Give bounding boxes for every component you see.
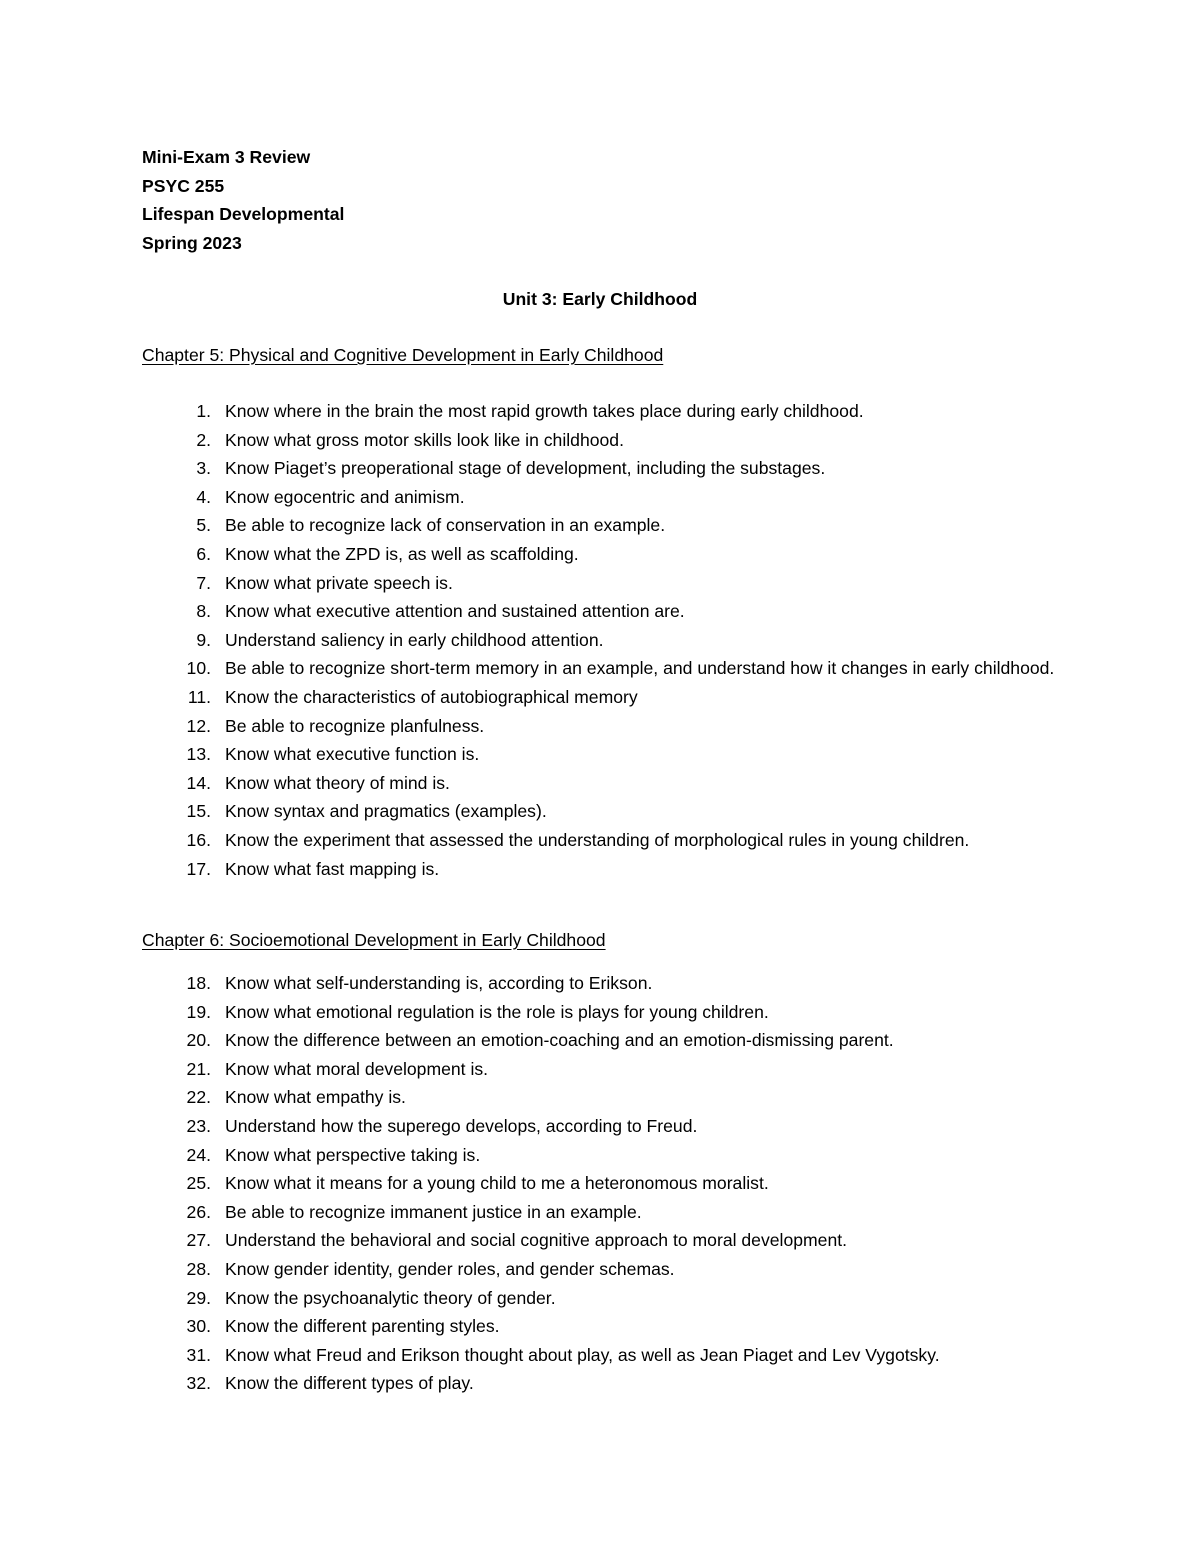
- review-item: [142, 1026, 1082, 1055]
- review-item-number: 13.: [186, 744, 211, 765]
- review-item-text: Know what executive function is.: [225, 744, 480, 765]
- review-item-number-cell: [142, 540, 211, 569]
- review-item-text: Understand the behavioral and social cognitive approach to moral development.: [225, 1230, 848, 1251]
- review-item-number-cell: [142, 483, 211, 512]
- review-item-number-cell: [142, 1312, 211, 1341]
- review-item-text: Know what the ZPD is, as well as scaffolding.: [225, 543, 579, 564]
- review-item-text: Be able to recognize immanent justice in an example.: [225, 1201, 642, 1222]
- review-item-number: 28.: [186, 1258, 211, 1279]
- review-item-text: Know the psychoanalytic theory of gender.: [225, 1287, 556, 1308]
- unit-title: Unit 3: Early Childhood: [502, 289, 698, 309]
- review-item-number: 12.: [186, 715, 211, 736]
- review-item-number-cell: [142, 797, 211, 826]
- review-item-number-cell: [142, 969, 211, 998]
- review-item-number: 11.: [187, 686, 211, 707]
- review-item-number: 27.: [186, 1230, 211, 1251]
- review-item: [142, 1055, 1082, 1084]
- review-item-number-cell: [142, 1141, 211, 1170]
- review-item-number-cell: [142, 626, 211, 655]
- review-item: [142, 797, 1082, 826]
- review-item-number: 1.: [196, 401, 211, 421]
- review-item-text: Be able to recognize planfulness.: [225, 715, 485, 736]
- review-item-number: 18.: [186, 973, 211, 993]
- chapter-5-title: Chapter 5: Physical and Cognitive Development in Early Childhood: [142, 345, 664, 365]
- chapter-6-review-list: [142, 969, 1082, 1398]
- review-item-number: 14.: [186, 772, 211, 793]
- review-item: [142, 654, 1082, 683]
- review-item-text: Know what emotional regulation is the role is plays for young children.: [225, 1001, 769, 1022]
- review-item-text: Know what private speech is.: [225, 572, 453, 593]
- review-item-number-cell: [142, 1169, 211, 1198]
- review-item-number: 24.: [186, 1144, 211, 1165]
- review-item-text: Know what executive attention and sustained attention are.: [225, 601, 685, 622]
- review-item: [142, 1255, 1082, 1284]
- review-item: [142, 1083, 1082, 1112]
- review-item: [142, 1198, 1082, 1227]
- review-item-text: Understand how the superego develops, according to Freud.: [225, 1115, 698, 1136]
- document-header: [142, 143, 344, 257]
- review-item-text: Know what fast mapping is.: [225, 858, 440, 879]
- review-item: [142, 597, 1082, 626]
- review-item-number-cell: [142, 712, 211, 741]
- review-item-text: Know where in the brain the most rapid growth takes place during early childhood.: [225, 401, 864, 421]
- review-item: [142, 1112, 1082, 1141]
- review-item-text: Know the difference between an emotion-coaching and an emotion-dismissing parent.: [225, 1030, 894, 1051]
- review-item-number-cell: [142, 569, 211, 598]
- review-item-text: Know what gross motor skills look like in childhood.: [225, 429, 624, 450]
- review-item-text: Know gender identity, gender roles, and gender schemas.: [225, 1258, 675, 1279]
- review-item-number-cell: [142, 1255, 211, 1284]
- review-item-number: 3.: [196, 458, 211, 479]
- review-item-number: 8.: [196, 601, 211, 622]
- review-item-text: Know what perspective taking is.: [225, 1144, 481, 1165]
- review-item-number: 25.: [186, 1173, 211, 1194]
- review-item-number-cell: [142, 426, 211, 455]
- review-item-text: Be able to recognize lack of conservation in an example.: [225, 515, 666, 536]
- review-item-number: 32.: [186, 1373, 211, 1394]
- review-item: [142, 1169, 1082, 1198]
- review-item: [142, 1369, 1082, 1398]
- review-item: [142, 826, 1082, 855]
- review-item: [142, 1226, 1082, 1255]
- review-item: [142, 855, 1082, 884]
- review-item-number-cell: [142, 998, 211, 1027]
- review-item-number-cell: [142, 826, 211, 855]
- term: Spring 2023: [142, 232, 242, 253]
- review-item-number: 9.: [196, 629, 211, 650]
- review-item-number: 20.: [186, 1030, 211, 1051]
- review-item-number-cell: [142, 1198, 211, 1227]
- review-item: [142, 712, 1082, 741]
- review-item: [142, 740, 1082, 769]
- review-item-number-cell: [142, 454, 211, 483]
- review-item-number-cell: [142, 597, 211, 626]
- review-item: [142, 569, 1082, 598]
- review-item-text: Know the different parenting styles.: [225, 1316, 500, 1337]
- review-item-text: Know egocentric and animism.: [225, 486, 465, 507]
- chapter-5-review-list: [142, 397, 1082, 883]
- chapter-6-title: Chapter 6: Socioemotional Development in Early Childhood: [142, 930, 606, 950]
- review-item-number-cell: [142, 397, 211, 426]
- review-item-number-cell: [142, 769, 211, 798]
- review-item: [142, 511, 1082, 540]
- review-item: [142, 969, 1082, 998]
- review-item-number: 21.: [186, 1058, 211, 1079]
- review-item: [142, 426, 1082, 455]
- review-item-number: 7.: [196, 572, 211, 593]
- review-item-number: 16.: [186, 829, 211, 850]
- review-item: [142, 998, 1082, 1027]
- review-item-text: Know what moral development is.: [225, 1058, 489, 1079]
- review-item-number-cell: [142, 683, 211, 712]
- review-item-number-cell: [142, 1083, 211, 1112]
- review-item-text: Know what it means for a young child to me a heteronomous moralist.: [225, 1173, 769, 1194]
- review-item-number-cell: [142, 1026, 211, 1055]
- review-item-number-cell: [142, 1284, 211, 1313]
- review-item-number: 17.: [186, 858, 211, 879]
- review-item: [142, 397, 1082, 426]
- review-item: [142, 683, 1082, 712]
- review-item-text: Know Piaget’s preoperational stage of development, including the substages.: [225, 458, 826, 479]
- review-item-text: Know the experiment that assessed the understanding of morphological rules in young children.: [225, 829, 970, 850]
- review-item-number: 22.: [186, 1087, 211, 1108]
- review-item: [142, 1341, 1082, 1370]
- review-item-text: Understand saliency in early childhood attention.: [225, 629, 604, 650]
- review-item-number: 2.: [196, 429, 211, 450]
- review-item-text: Know the different types of play.: [225, 1373, 474, 1394]
- review-item-text: Know what theory of mind is.: [225, 772, 450, 793]
- review-item-number-cell: [142, 1226, 211, 1255]
- review-item-number: 10.: [186, 658, 211, 679]
- review-item-text: Know the characteristics of autobiographical memory: [225, 686, 638, 707]
- review-item: [142, 626, 1082, 655]
- exam-title: Mini-Exam 3 Review: [142, 147, 311, 167]
- review-item: [142, 769, 1082, 798]
- review-item-number-cell: [142, 855, 211, 884]
- review-item-number-cell: [142, 1112, 211, 1141]
- review-item-number: 6.: [196, 543, 211, 564]
- review-item-text: Be able to recognize short-term memory in an example, and understand how it changes in early childhood.: [225, 658, 1055, 679]
- review-item-number: 30.: [186, 1316, 211, 1337]
- review-item-text: Know syntax and pragmatics (examples).: [225, 801, 547, 822]
- review-item-number: 26.: [186, 1201, 211, 1222]
- review-item-number: 31.: [186, 1344, 211, 1365]
- review-item-number-cell: [142, 1341, 211, 1370]
- review-item-number: 4.: [196, 486, 211, 507]
- course-name: Lifespan Developmental: [142, 204, 345, 224]
- review-item-number-cell: [142, 1369, 211, 1398]
- review-item-text: Know what self-understanding is, according to Erikson.: [225, 973, 653, 993]
- review-item-number-cell: [142, 1055, 211, 1084]
- review-item-number: 15.: [186, 801, 211, 822]
- review-item: [142, 1141, 1082, 1170]
- review-item: [142, 1312, 1082, 1341]
- review-item: [142, 483, 1082, 512]
- review-item-text: Know what Freud and Erikson thought about play, as well as Jean Piaget and Lev Vygotsky.: [225, 1344, 940, 1365]
- review-item: [142, 454, 1082, 483]
- review-item: [142, 1284, 1082, 1313]
- review-item-number-cell: [142, 654, 211, 683]
- review-item: [142, 540, 1082, 569]
- review-item-number: 5.: [196, 515, 211, 536]
- course-code: PSYC 255: [142, 175, 225, 196]
- review-item-number-cell: [142, 511, 211, 540]
- review-item-number: 19.: [186, 1001, 211, 1022]
- review-item-number: 29.: [186, 1287, 211, 1308]
- review-item-number: 23.: [186, 1115, 211, 1136]
- review-item-text: Know what empathy is.: [225, 1087, 406, 1108]
- review-item-number-cell: [142, 740, 211, 769]
